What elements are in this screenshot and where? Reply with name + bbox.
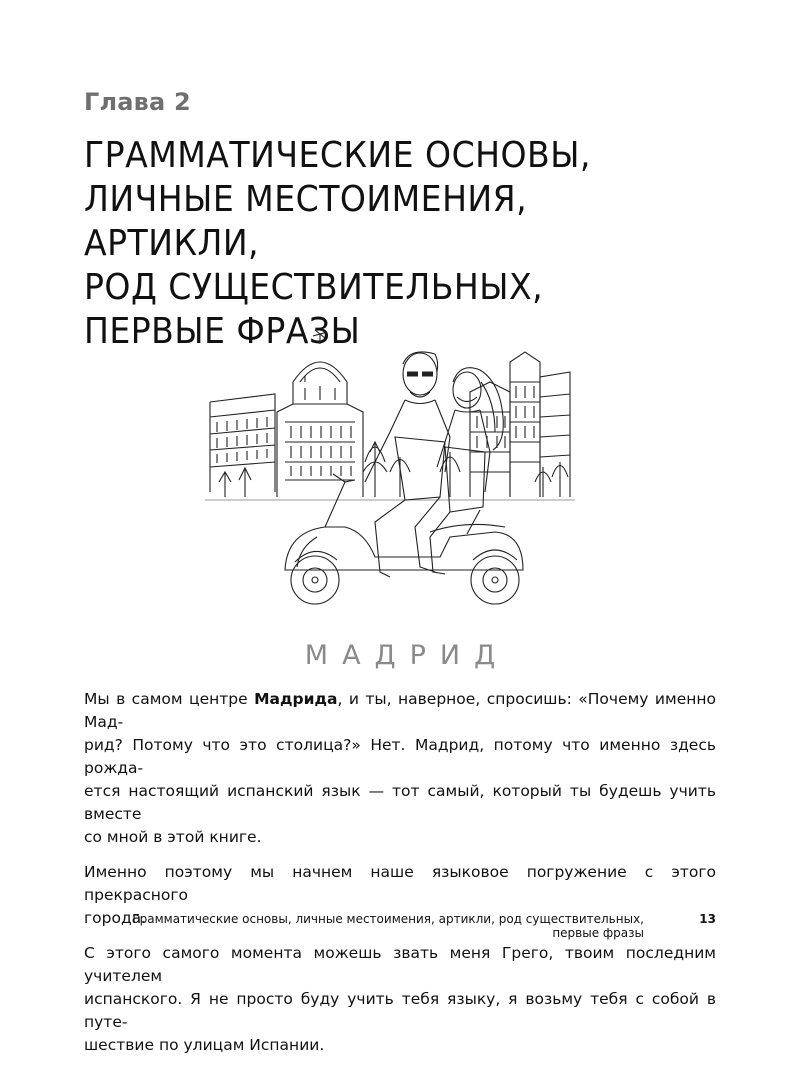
chapter-label: Глава 2 [84,88,191,116]
text-line: С этого самого момента можешь звать меня Грего, твоим последним учителем [84,944,716,985]
text-line: со мной в этой книге. [84,828,262,846]
chapter-title-line: ГРАММАТИЧЕСКИЕ ОСНОВЫ, [84,135,591,176]
text-line: рид? Потому что это столица?» Нет. Мадрид, потому что именно здесь рожда- [84,736,716,777]
chapter-title-line: РОД СУЩЕСТВИТЕЛЬНЫХ, [84,267,544,308]
body-text [84,688,716,1069]
paragraph [84,688,716,849]
text-line: шествие по улицам Испании. [84,1036,325,1054]
text-line: Мы в самом центре Мадрида, и ты, наверное, спросишь: «Почему именно Мад- [84,690,716,731]
running-footer-title: Грамматические основы, личные местоимения, артикли, род существительных, первые фразы [132,912,644,940]
page-number: 13 [699,912,716,926]
chapter-title-line: ЛИЧНЫЕ МЕСТОИМЕНИЯ, АРТИКЛИ, [84,179,528,264]
text-line: испанского. Я не просто буду учить тебя языку, я возьму тебя с собой в путе- [84,990,716,1031]
text-line: Именно поэтому мы начнем наше языковое погружение с этого прекрасного [84,863,716,904]
madrid-illustration [205,322,575,622]
text-line: ется настоящий испанский язык — тот самый, который ты будешь учить вместе [84,782,716,823]
chapter-title [84,134,673,354]
text-line: города. [84,909,147,927]
illustration-caption: МАДРИД [304,640,510,671]
bold-term: Мадрида [254,690,338,708]
chapter-title-line: ПЕРВЫЕ ФРАЗЫ [84,311,361,352]
couple-on-scooter-icon [205,322,575,622]
